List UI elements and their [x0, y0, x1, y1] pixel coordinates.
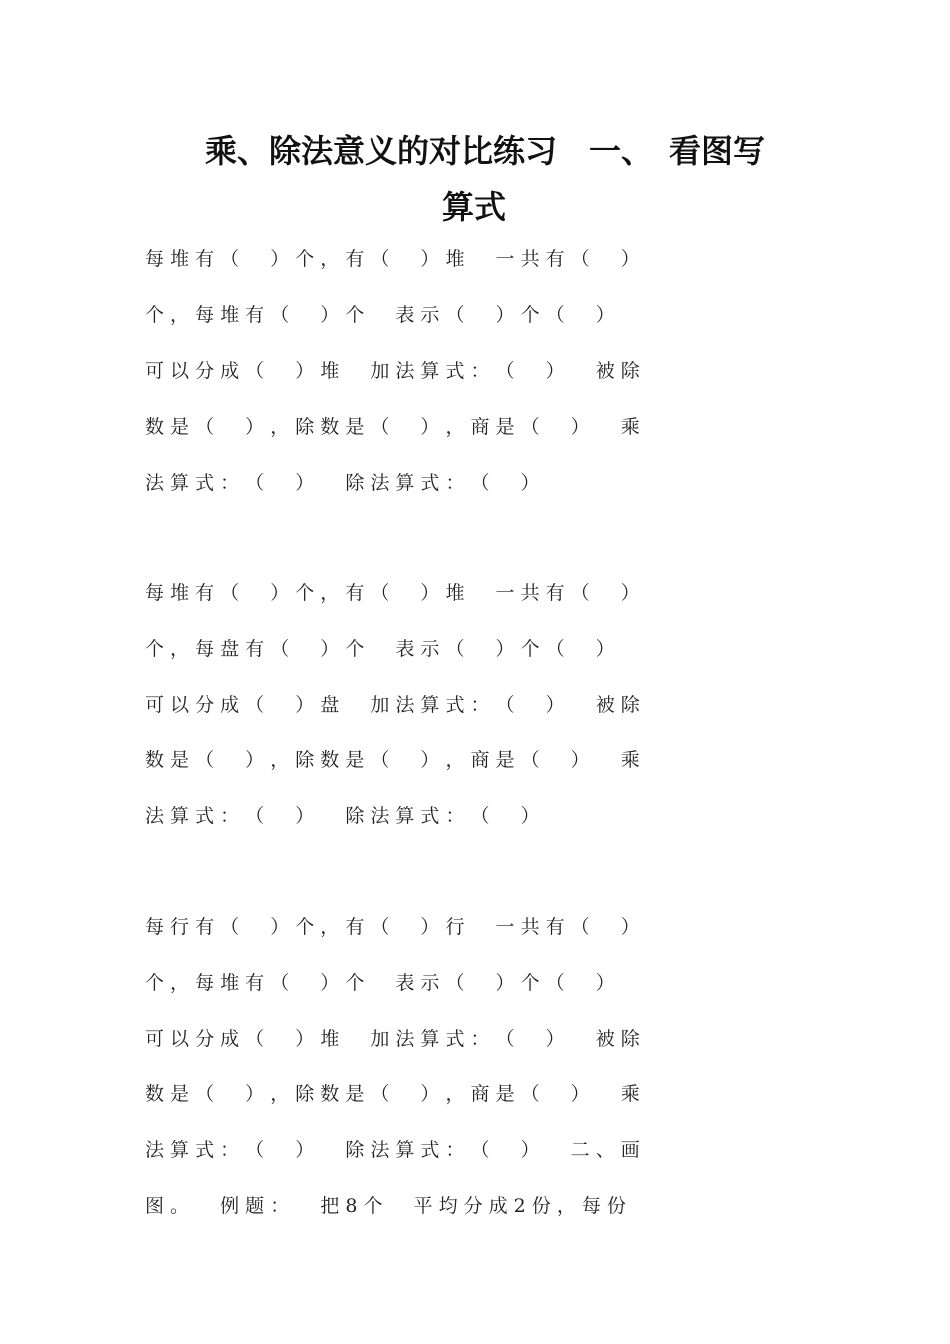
text-line: 个 ， 每 堆 有 （ ） 个 表 示 （ ） 个 （ ）: [145, 304, 615, 326]
text-line: 可 以 分 成 （ ） 堆 加 法 算 式 ： （ ） 被 除: [145, 1028, 640, 1050]
text-line: 个 ， 每 堆 有 （ ） 个 表 示 （ ） 个 （ ）: [145, 972, 615, 994]
text-line: 法 算 式 ： （ ） 除 法 算 式 ： （ ） 二 、 画: [145, 1139, 640, 1161]
text-line: 法 算 式 ： （ ） 除 法 算 式 ： （ ）: [145, 472, 540, 494]
text-line: 每 堆 有 （ ） 个 ， 有 （ ） 堆 一 共 有 （ ）: [145, 582, 640, 604]
page-title-continued: 算式: [442, 188, 507, 226]
text-line: 法 算 式 ： （ ） 除 法 算 式 ： （ ）: [145, 805, 540, 827]
text-line: 数 是 （ ） ， 除 数 是 （ ） ， 商 是 （ ） 乘: [145, 1083, 640, 1105]
text-line: 可 以 分 成 （ ） 盘 加 法 算 式 ： （ ） 被 除: [145, 694, 640, 716]
text-line: 可 以 分 成 （ ） 堆 加 法 算 式 ： （ ） 被 除: [145, 360, 640, 382]
text-line: 数 是 （ ） ， 除 数 是 （ ） ， 商 是 （ ） 乘: [145, 416, 640, 438]
text-line: 数 是 （ ） ， 除 数 是 （ ） ， 商 是 （ ） 乘: [145, 749, 640, 771]
text-line: 每 堆 有 （ ） 个 ， 有 （ ） 堆 一 共 有 （ ）: [145, 248, 640, 270]
text-line: 每 行 有 （ ） 个 ， 有 （ ） 行 一 共 有 （ ）: [145, 916, 640, 938]
page-title: 乘、除法意义的对比练习 一、 看图写: [205, 132, 766, 170]
text-line: 个 ， 每 盘 有 （ ） 个 表 示 （ ） 个 （ ）: [145, 638, 615, 660]
text-line: 图 。 例 题 ： 把 8 个 平 均 分 成 2 份 ， 每 份: [145, 1195, 626, 1217]
